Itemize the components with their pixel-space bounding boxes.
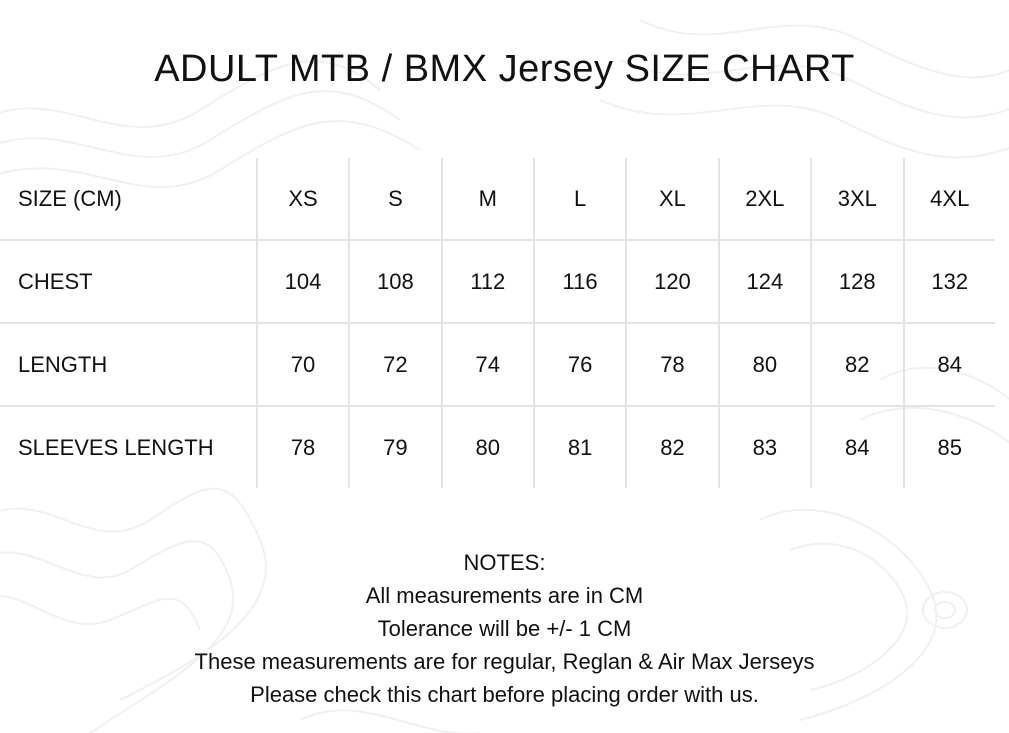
size-header-4xl: 4XL — [904, 158, 996, 240]
header-label: SIZE (CM) — [0, 158, 257, 240]
size-header-l: L — [534, 158, 626, 240]
page-title: ADULT MTB / BMX Jersey SIZE CHART — [154, 48, 855, 90]
row-label-chest: CHEST — [0, 240, 257, 323]
table-cell: 78 — [257, 406, 349, 488]
table-cell: 112 — [442, 240, 534, 323]
table-row-length — [0, 323, 995, 406]
table-cell: 132 — [904, 240, 996, 323]
table-cell: 82 — [626, 406, 718, 488]
table-cell: 120 — [626, 240, 718, 323]
table-header-row — [0, 158, 995, 240]
table-cell: 104 — [257, 240, 349, 323]
table-cell: 116 — [534, 240, 626, 323]
size-header-xl: XL — [626, 158, 718, 240]
size-header-m: M — [442, 158, 534, 240]
size-header-3xl: 3XL — [811, 158, 903, 240]
table-cell: 83 — [719, 406, 811, 488]
notes-line: Please check this chart before placing order with us. — [250, 682, 759, 707]
table-cell: 74 — [442, 323, 534, 406]
table-cell: 81 — [534, 406, 626, 488]
table-cell: 128 — [811, 240, 903, 323]
table-cell: 84 — [904, 323, 996, 406]
table-cell: 108 — [349, 240, 441, 323]
size-header-s: S — [349, 158, 441, 240]
size-header-2xl: 2XL — [719, 158, 811, 240]
table-cell: 79 — [349, 406, 441, 488]
table-cell: 72 — [349, 323, 441, 406]
table-cell: 80 — [719, 323, 811, 406]
table-row-sleeves-length — [0, 406, 995, 488]
notes-line: Tolerance will be +/- 1 CM — [377, 616, 632, 641]
row-label-sleeves-length: SLEEVES LENGTH — [18, 434, 214, 460]
table-cell: 124 — [719, 240, 811, 323]
notes-heading: NOTES: — [463, 550, 546, 575]
notes-line: These measurements are for regular, Reglan & Air Max Jerseys — [194, 649, 815, 674]
notes-section — [0, 546, 1009, 711]
table-cell: 70 — [257, 323, 349, 406]
size-chart-table — [0, 158, 995, 488]
table-cell: 78 — [626, 323, 718, 406]
row-label-length: LENGTH — [0, 323, 257, 406]
table-cell: 85 — [904, 406, 996, 488]
table-cell: 82 — [811, 323, 903, 406]
size-header-xs: XS — [257, 158, 349, 240]
notes-line: All measurements are in CM — [365, 583, 644, 608]
table-cell: 76 — [534, 323, 626, 406]
table-cell: 84 — [811, 406, 903, 488]
table-cell: 80 — [442, 406, 534, 488]
table-row-chest — [0, 240, 995, 323]
